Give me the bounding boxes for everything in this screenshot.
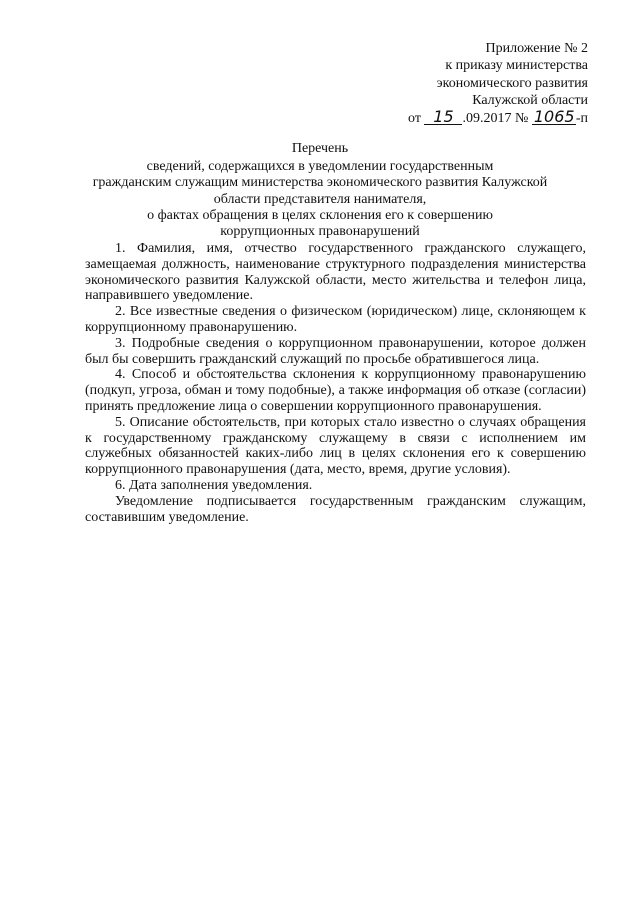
- appendix-number: Приложение № 2: [485, 41, 588, 56]
- title-line: области представителя нанимателя,: [213, 191, 427, 207]
- paragraph-4: 4. Способ и обстоятельства склонения к коррупционному правонарушению (подкуп, угроза, обман и тому подобные), а также информация об отказе (согласии) принять предложение лица о совершении коррупционного правонарушения.: [85, 367, 586, 414]
- handwritten-day: 15: [424, 110, 462, 125]
- title-heading: Перечень: [291, 141, 349, 156]
- paragraph-1: 1. Фамилия, имя, отчество государственного гражданского служащего, замещаемая должность, наименование структурного подразделения министерства экономического развития Калужской области, место жительства и телефон лица, направившего уведомление.: [85, 241, 586, 304]
- order-reference-line-1: к приказу министерства: [445, 58, 588, 74]
- title-line: гражданским служащим министерства экономического развития Калужской: [92, 175, 548, 191]
- paragraph-5: 5. Описание обстоятельств, при которых стало известно о случаях обращения к государственному гражданскому служащему в связи с исполнением им служебных обязанностей каких-либо лиц в целях склонения его к совершению коррупционного правонарушения (дата, место, время, другие условия).: [85, 414, 586, 478]
- order-suffix: -п: [575, 110, 588, 126]
- document-body: [85, 241, 586, 525]
- order-date-line: [328, 106, 588, 127]
- paragraph-6: 6. Дата заполнения уведомления.: [115, 477, 313, 493]
- paragraph-2: 2. Все известные сведения о физическом (юридическом) лице, склоняющем к коррупционному правонарушению.: [85, 304, 586, 335]
- date-prefix: от: [408, 110, 421, 126]
- handwritten-order-number: 1065: [533, 106, 575, 126]
- order-reference-line-3: Калужской области: [472, 93, 588, 109]
- document-title: [80, 141, 560, 240]
- date-rest: .09.2017 №: [462, 110, 529, 126]
- paragraph-3: 3. Подробные сведения о коррупционном правонарушении, которое должен был бы совершить гражданский служащий по просьбе обратившегося лица.: [85, 335, 586, 367]
- title-line: коррупционных правонарушений: [220, 224, 420, 240]
- title-line: о фактах обращения в целях склонения его к совершению: [147, 207, 493, 223]
- signature-note: Уведомление подписывается государственным гражданским служащим, составившим уведомление.: [85, 493, 586, 525]
- title-line: сведений, содержащихся в уведомлении государственным: [146, 159, 494, 175]
- order-reference-line-2: экономического развития: [436, 75, 588, 91]
- appendix-header: [328, 40, 588, 127]
